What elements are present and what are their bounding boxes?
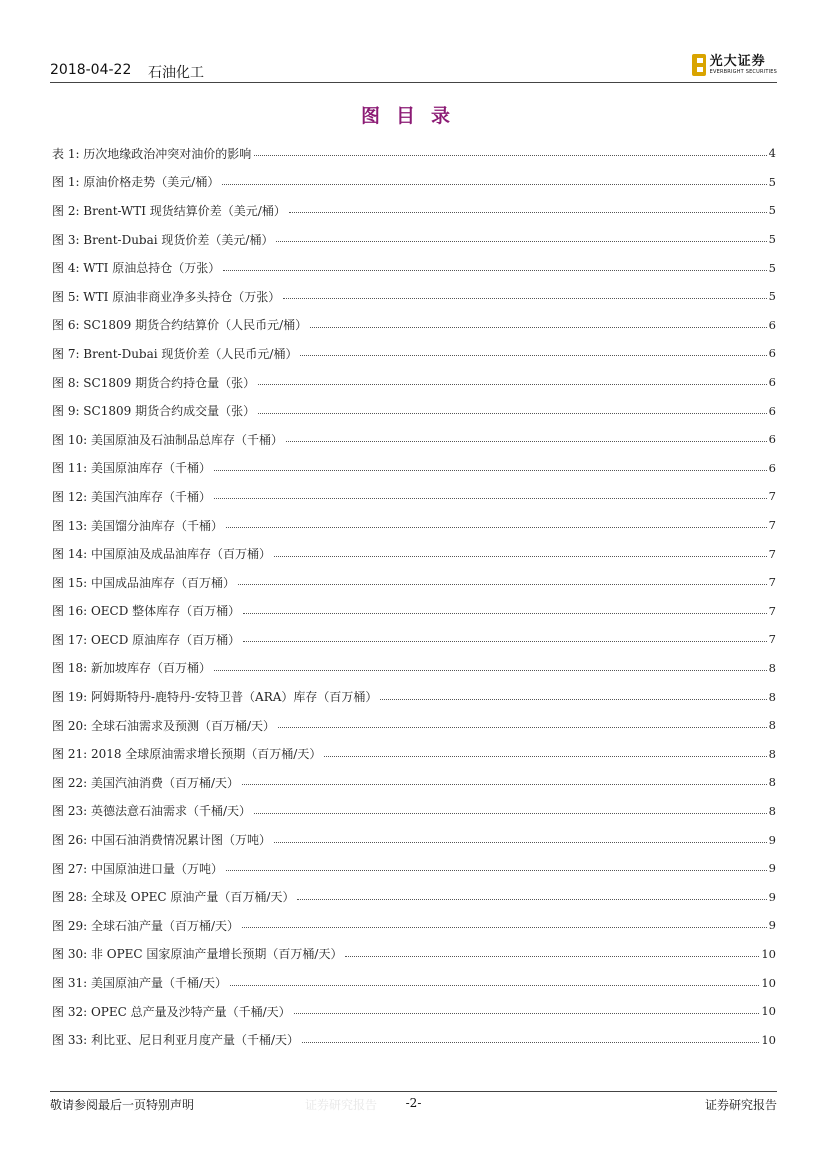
toc-entry-label: 图 32: OPEC 总产量及沙特产量（千桶/天） [52, 1004, 291, 1019]
toc-entry[interactable] [52, 396, 776, 425]
toc-entry[interactable] [52, 597, 776, 626]
toc-entry-page: 10 [761, 1004, 776, 1019]
toc-entry[interactable] [52, 168, 776, 197]
toc-entry-page: 5 [768, 289, 776, 304]
toc-entry-page: 6 [768, 317, 776, 332]
toc-entry-label: 图 31: 美国原油产量（千桶/天） [52, 976, 227, 991]
toc-entry-label: 图 19: 阿姆斯特丹-鹿特丹-安特卫普（ARA）库存（百万桶） [52, 690, 378, 705]
toc-entry-page: 9 [768, 861, 776, 876]
toc-entry-page: 4 [768, 146, 776, 161]
toc-entry-label: 图 3: Brent-Dubai 现货价差（美元/桶） [52, 232, 274, 247]
toc-entry-label: 图 8: SC1809 期货合约持仓量（张） [52, 375, 256, 390]
toc-entry-label: 图 21: 2018 全球原油需求增长预期（百万桶/天） [52, 747, 322, 762]
toc-entry-label: 图 12: 美国汽油库存（千桶） [52, 489, 211, 504]
toc-entry-label: 图 10: 美国原油及石油制品总库存（千桶） [52, 432, 283, 447]
toc-entry-label: 图 23: 英德法意石油需求（千桶/天） [52, 804, 251, 819]
toc-entry[interactable] [52, 539, 776, 568]
toc-entry-page: 5 [768, 203, 776, 218]
toc-entry-label: 图 33: 利比亚、尼日利亚月度产量（千桶/天） [52, 1033, 299, 1048]
toc-entry[interactable] [52, 511, 776, 540]
report-sector: 石油化工 [148, 65, 204, 81]
toc-leader-dots [223, 270, 766, 271]
logo-name-en: EVERBRIGHT SECURITIES [709, 69, 777, 75]
toc-entry-label: 图 2: Brent-WTI 现货结算价差（美元/桶） [52, 203, 286, 218]
footer-disclaimer: 敬请参阅最后一页特别声明 [50, 1098, 195, 1112]
toc-entry-label: 图 1: 原油价格走势（美元/桶） [52, 175, 220, 190]
toc-entry[interactable] [52, 797, 776, 826]
toc-entry-page: 7 [768, 603, 776, 618]
toc-entry-page: 10 [761, 946, 776, 961]
toc-entry[interactable] [52, 711, 776, 740]
toc-leader-dots [230, 985, 759, 986]
toc-entry[interactable] [52, 311, 776, 340]
page-footer [50, 1096, 777, 1116]
toc-entry-label: 图 27: 中国原油进口量（万吨） [52, 861, 223, 876]
toc-leader-dots [222, 184, 766, 185]
toc-entry-page: 8 [768, 803, 776, 818]
toc-entry-label: 图 16: OECD 整体库存（百万桶） [52, 604, 241, 619]
toc-entry-label: 表 1: 历次地缘政治冲突对油价的影响 [52, 146, 252, 161]
toc-leader-dots [242, 927, 767, 928]
toc-entry[interactable] [52, 425, 776, 454]
page-header [50, 54, 777, 82]
toc-entry[interactable] [52, 825, 776, 854]
toc-entry[interactable] [52, 625, 776, 654]
toc-leader-dots [300, 355, 766, 356]
toc-entry[interactable] [52, 1025, 776, 1054]
toc-leader-dots [297, 899, 766, 900]
toc-entry-label: 图 29: 全球石油产量（百万桶/天） [52, 918, 239, 933]
toc-entry-label: 图 11: 美国原油库存（千桶） [52, 461, 211, 476]
toc-entry[interactable] [52, 968, 776, 997]
toc-leader-dots [276, 241, 766, 242]
report-date: 2018-04-22 [50, 62, 132, 78]
toc-entry-label: 图 5: WTI 原油非商业净多头持仓（万张） [52, 289, 281, 304]
toc-entry-page: 8 [768, 689, 776, 704]
toc-entry-page: 6 [768, 460, 776, 475]
toc-entry-page: 7 [768, 575, 776, 590]
toc-entry-page: 7 [768, 489, 776, 504]
toc-entry[interactable] [52, 882, 776, 911]
toc-leader-dots [258, 413, 767, 414]
toc-leader-dots [214, 498, 767, 499]
footer-watermark: 证券研究报告 [305, 1098, 378, 1112]
toc-entry[interactable] [52, 568, 776, 597]
toc-entry-page: 10 [761, 1032, 776, 1047]
toc-entry-page: 5 [768, 232, 776, 247]
toc-leader-dots [243, 613, 767, 614]
toc-entry[interactable] [52, 854, 776, 883]
toc-leader-dots [226, 527, 767, 528]
toc-leader-dots [274, 556, 767, 557]
toc-entry[interactable] [52, 139, 776, 168]
company-logo [692, 52, 777, 78]
toc-entry-page: 8 [768, 660, 776, 675]
toc-entry[interactable] [52, 368, 776, 397]
toc-entry[interactable] [52, 454, 776, 483]
toc-entry[interactable] [52, 282, 776, 311]
toc-entry-page: 7 [768, 632, 776, 647]
toc-entry-page: 8 [768, 775, 776, 790]
toc-entry[interactable] [52, 196, 776, 225]
toc-entry-label: 图 30: 非 OPEC 国家原油产量增长预期（百万桶/天） [52, 947, 343, 962]
logo-mark-icon [692, 54, 706, 76]
toc-leader-dots [243, 641, 767, 642]
toc-entry-page: 5 [768, 260, 776, 275]
toc-leader-dots [345, 956, 759, 957]
toc-entry-label: 图 9: SC1809 期货合约成交量（张） [52, 404, 256, 419]
toc-entry-label: 图 22: 美国汽油消费（百万桶/天） [52, 775, 239, 790]
toc-leader-dots [258, 384, 767, 385]
toc-leader-dots [214, 670, 767, 671]
toc-leader-dots [289, 212, 767, 213]
toc-leader-dots [324, 756, 766, 757]
toc-entry[interactable] [52, 482, 776, 511]
toc-entry-label: 图 26: 中国石油消费情况累计图（万吨） [52, 833, 271, 848]
toc-entry-label: 图 4: WTI 原油总持仓（万张） [52, 261, 221, 276]
footer-doc-type: 证券研究报告 [704, 1098, 777, 1112]
toc-entry[interactable] [52, 253, 776, 282]
toc-entry-page: 8 [768, 718, 776, 733]
toc-entry-page: 9 [768, 918, 776, 933]
page-title: 图目录 [360, 105, 466, 127]
toc-entry[interactable] [52, 911, 776, 940]
table-of-figures [52, 139, 776, 1054]
toc-entry-label: 图 15: 中国成品油库存（百万桶） [52, 575, 235, 590]
toc-entry-page: 7 [768, 546, 776, 561]
toc-leader-dots [294, 1013, 760, 1014]
toc-leader-dots [278, 727, 767, 728]
toc-entry[interactable] [52, 654, 776, 683]
toc-entry-label: 图 13: 美国馏分油库存（千桶） [52, 518, 223, 533]
toc-entry-page: 8 [768, 746, 776, 761]
toc-leader-dots [286, 441, 767, 442]
toc-entry-label: 图 18: 新加坡库存（百万桶） [52, 661, 211, 676]
toc-leader-dots [310, 327, 767, 328]
toc-leader-dots [254, 155, 766, 156]
toc-entry[interactable] [52, 339, 776, 368]
toc-entry-page: 10 [761, 975, 776, 990]
toc-entry-page: 6 [768, 432, 776, 447]
toc-entry[interactable] [52, 225, 776, 254]
toc-entry-page: 9 [768, 889, 776, 904]
toc-entry-label: 图 6: SC1809 期货合约结算价（人民币元/桶） [52, 318, 308, 333]
toc-entry-page: 9 [768, 832, 776, 847]
toc-entry-label: 图 17: OECD 原油库存（百万桶） [52, 632, 241, 647]
toc-leader-dots [302, 1042, 759, 1043]
toc-leader-dots [380, 699, 766, 700]
toc-entry[interactable] [52, 997, 776, 1026]
toc-entry-page: 7 [768, 518, 776, 533]
toc-entry[interactable] [52, 682, 776, 711]
toc-entry-label: 图 7: Brent-Dubai 现货价差（人民币元/桶） [52, 346, 298, 361]
toc-entry-page: 6 [768, 403, 776, 418]
toc-entry-page: 6 [768, 346, 776, 361]
toc-entry-page: 6 [768, 375, 776, 390]
toc-leader-dots [214, 470, 767, 471]
header-divider [50, 82, 777, 83]
toc-entry[interactable] [52, 739, 776, 768]
toc-entry[interactable] [52, 768, 776, 797]
toc-leader-dots [254, 813, 767, 814]
toc-entry-page: 5 [768, 174, 776, 189]
toc-entry[interactable] [52, 940, 776, 969]
page-number: -2- [405, 1096, 422, 1110]
toc-leader-dots [242, 784, 767, 785]
footer-divider [50, 1091, 777, 1092]
toc-entry-label: 图 20: 全球石油需求及预测（百万桶/天） [52, 718, 275, 733]
toc-leader-dots [226, 870, 767, 871]
logo-name-cn: 光大证券 [709, 54, 766, 69]
toc-entry-label: 图 14: 中国原油及成品油库存（百万桶） [52, 547, 271, 562]
toc-leader-dots [238, 584, 767, 585]
toc-entry-label: 图 28: 全球及 OPEC 原油产量（百万桶/天） [52, 890, 295, 905]
toc-leader-dots [283, 298, 766, 299]
toc-leader-dots [274, 842, 767, 843]
